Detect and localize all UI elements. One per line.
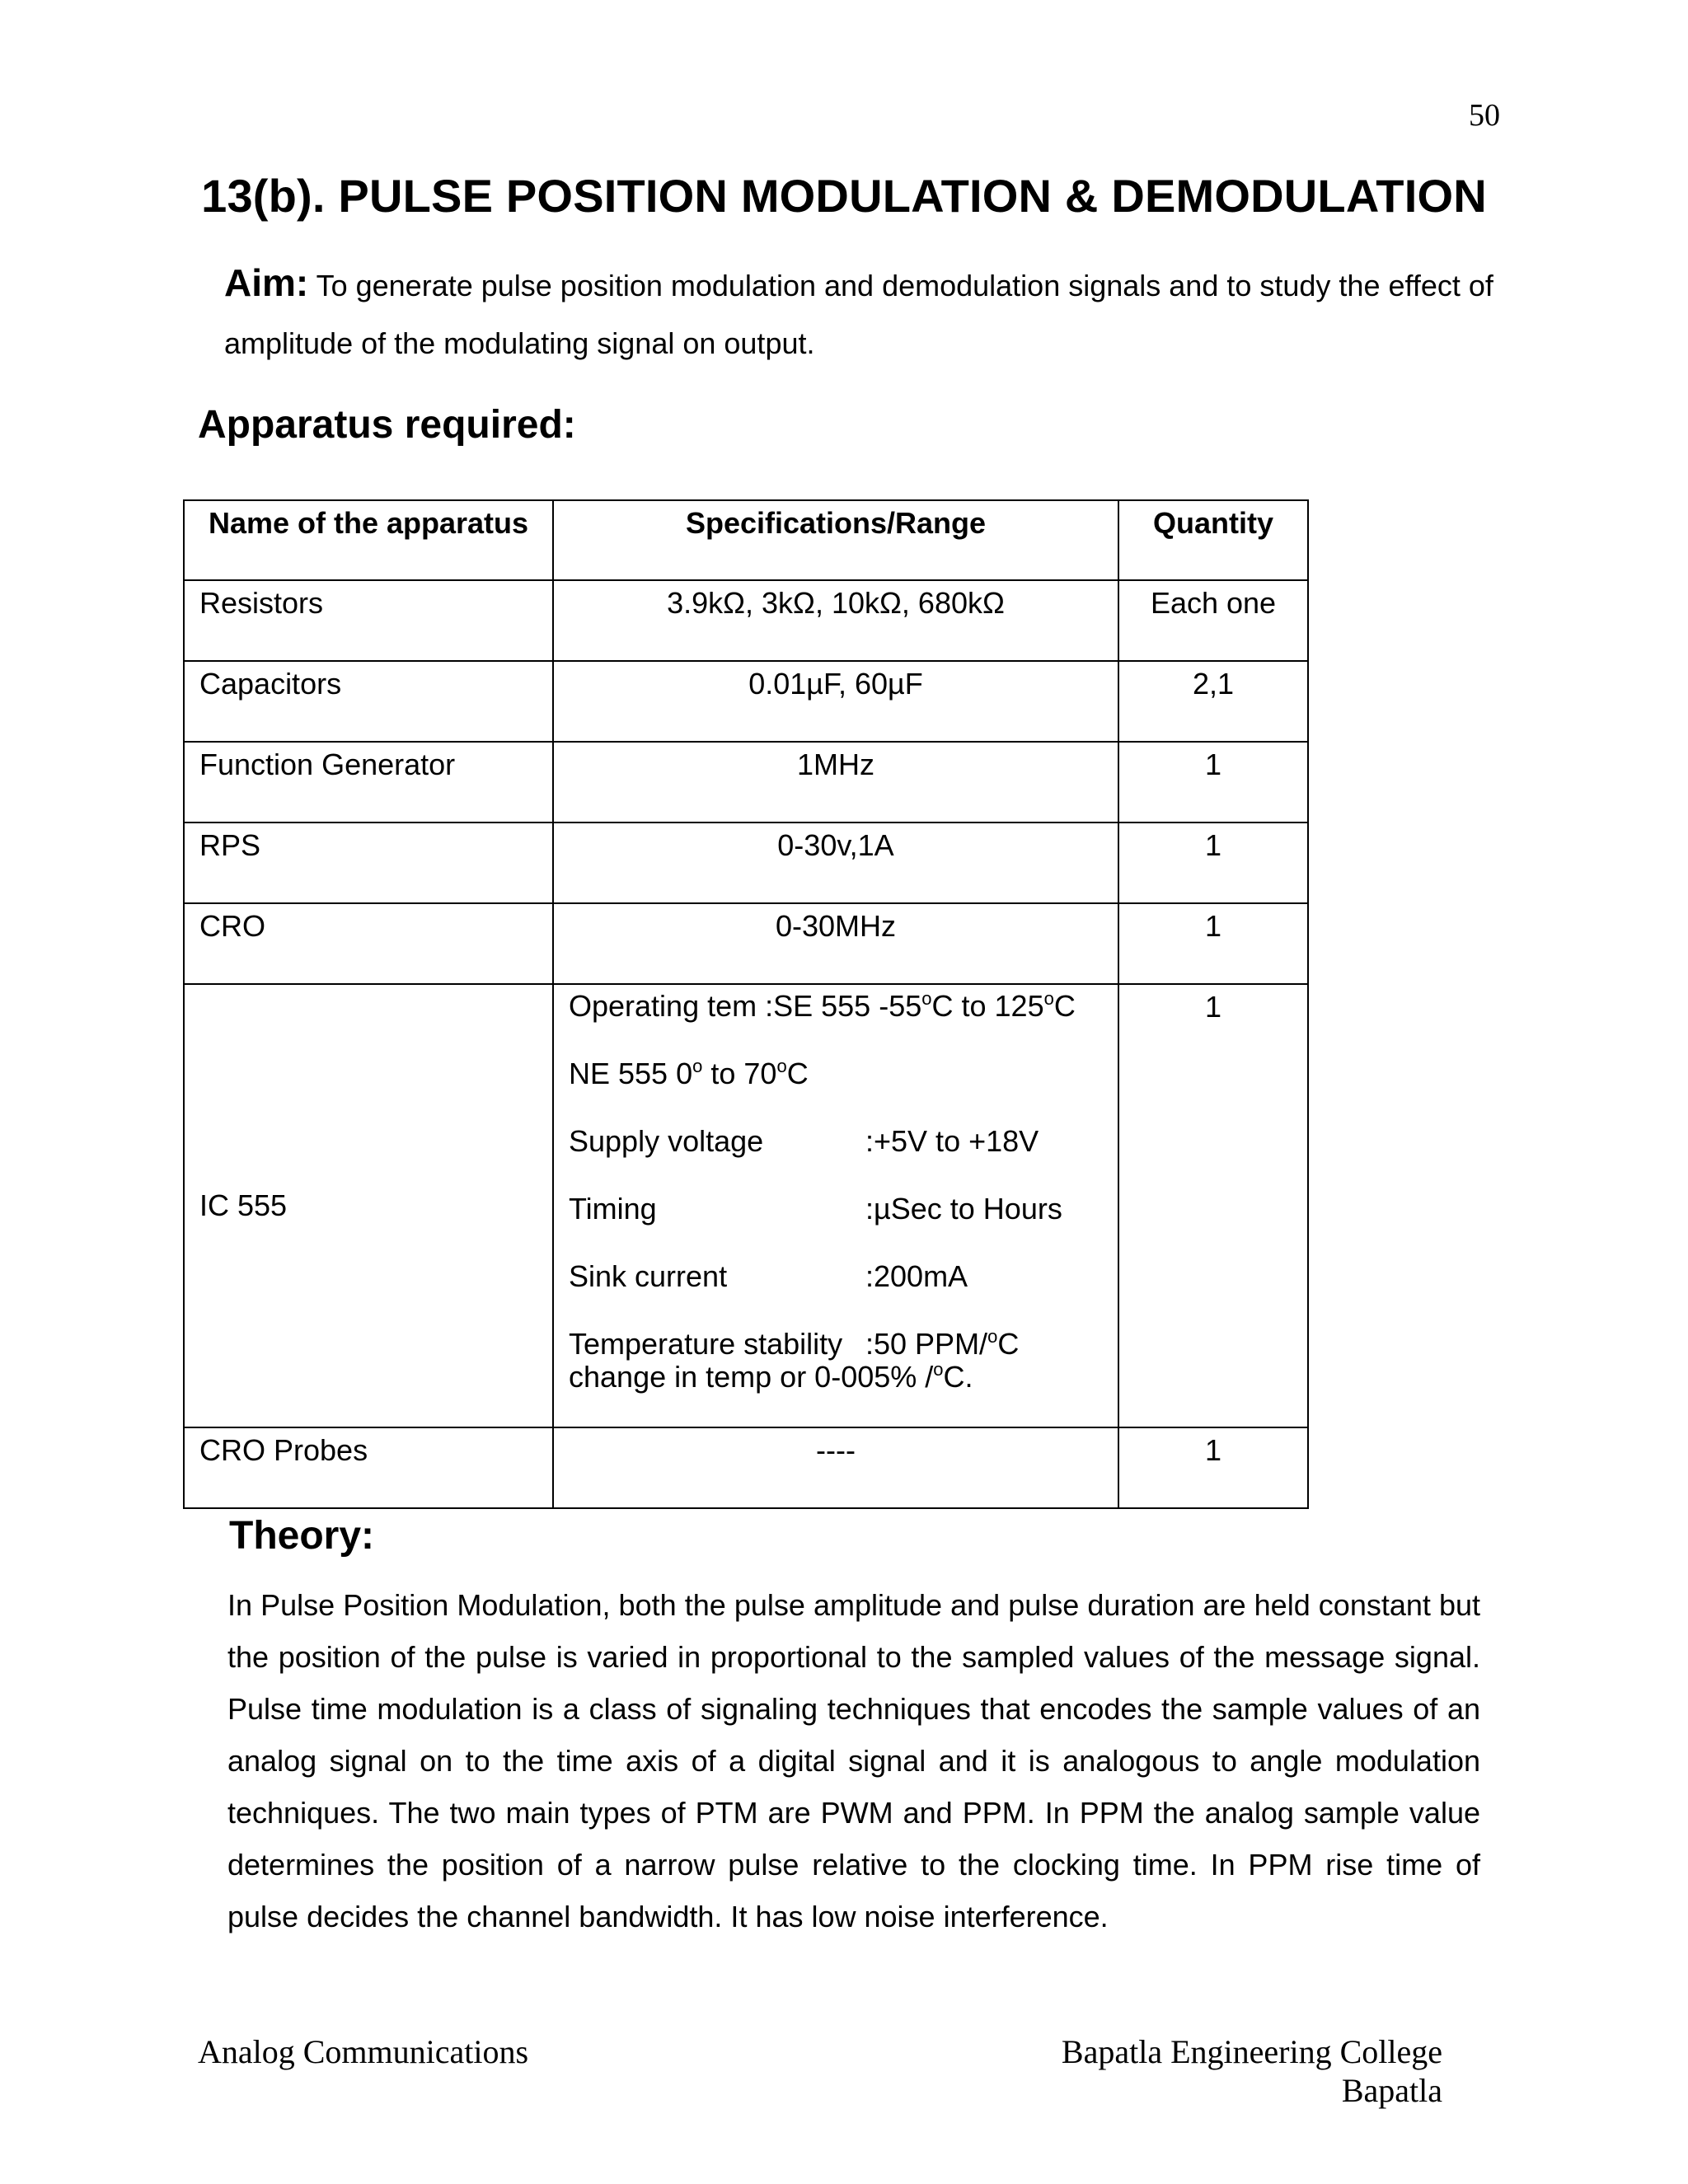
cell-quantity: 1 [1118, 984, 1308, 1427]
spec-temp-stability-cont: change in temp or 0-005% /$^o$C. [569, 1359, 973, 1394]
cell-name: Resistors [184, 580, 553, 661]
cell-spec: 3.9kΩ, 3kΩ, 10kΩ, 680kΩ [553, 580, 1118, 661]
cell-spec: 0.01µF, 60µF [553, 661, 1118, 742]
cell-quantity: 1 [1118, 1427, 1308, 1508]
cell-name: IC 555 [184, 984, 553, 1427]
cell-spec: 0-30v,1A [553, 823, 1118, 903]
cell-quantity: 1 [1118, 742, 1308, 823]
header-quantity: Quantity [1118, 500, 1308, 580]
table-row [184, 742, 1308, 823]
cell-name: Capacitors [184, 661, 553, 742]
header-spec: Specifications/Range [553, 500, 1118, 580]
cell-spec-ic555 [553, 984, 1118, 1427]
page-number: 50 [1469, 98, 1500, 133]
theory-paragraph: In Pulse Position Modulation, both the pulse amplitude and pulse duration are held constant but the position of the pulse is varied in proportional to the sampled values of the message signal. Pulse time modulation is a class of signaling techniques that encodes the sample values of an analog signal on to the time axis of a digital signal and it is analogous to angle modulation techniques. The two main types of PTM are PWM and PPM. In PPM the analog sample value determines the position of a narrow pulse relative to the clocking time. In PPM rise time of pulse decides the channel bandwidth. It has low noise interference. [227, 1588, 1480, 1933]
spec-operating-temp: Operating tem :SE 555 -55$^o$C to 125$^o$C [569, 988, 1076, 1023]
table-row [184, 823, 1308, 903]
aim-text: To generate pulse position modulation and demodulation signals and to study the effect of amplitude of the modulating signal on output. [224, 269, 1493, 360]
spec-sink-current: Sink current :200mA [569, 1259, 968, 1293]
cell-name: RPS [184, 823, 553, 903]
cell-spec: ---- [553, 1427, 1118, 1508]
table-row [184, 903, 1308, 984]
spec-temp-stability: Temperature stability :50 PPM/$^o$C [569, 1326, 1020, 1361]
cell-quantity: Each one [1118, 580, 1308, 661]
aim-paragraph [224, 254, 1510, 373]
table-header-row [184, 500, 1308, 580]
cell-name: Function Generator [184, 742, 553, 823]
apparatus-table [183, 499, 1309, 1509]
table-row [184, 1427, 1308, 1508]
cell-name: CRO Probes [184, 1427, 553, 1508]
apparatus-heading: Apparatus required: [198, 403, 576, 447]
aim-label: Aim: [224, 261, 309, 304]
table-row [184, 661, 1308, 742]
footer-course: Analog Communications [198, 2033, 529, 2070]
header-name: Name of the apparatus [184, 500, 553, 580]
spec-ne555: NE 555 0$^o$ to 70$^o$C [569, 1056, 809, 1090]
spec-supply-voltage: Supply voltage :+5V to +18V [569, 1124, 1039, 1158]
theory-heading: Theory: [229, 1514, 375, 1558]
table-row-ic555 [184, 984, 1308, 1427]
cell-spec: 1MHz [553, 742, 1118, 823]
spec-timing: Timing :µSec to Hours [569, 1192, 1062, 1226]
footer-college: Bapatla Engineering College Bapatla [1061, 2033, 1442, 2109]
cell-quantity: 1 [1118, 903, 1308, 984]
cell-quantity: 2,1 [1118, 661, 1308, 742]
cell-spec: 0-30MHz [553, 903, 1118, 984]
page-title: 13(b). PULSE POSITION MODULATION & DEMODULATION [201, 170, 1487, 222]
cell-name: CRO [184, 903, 553, 984]
table-row [184, 580, 1308, 661]
cell-quantity: 1 [1118, 823, 1308, 903]
